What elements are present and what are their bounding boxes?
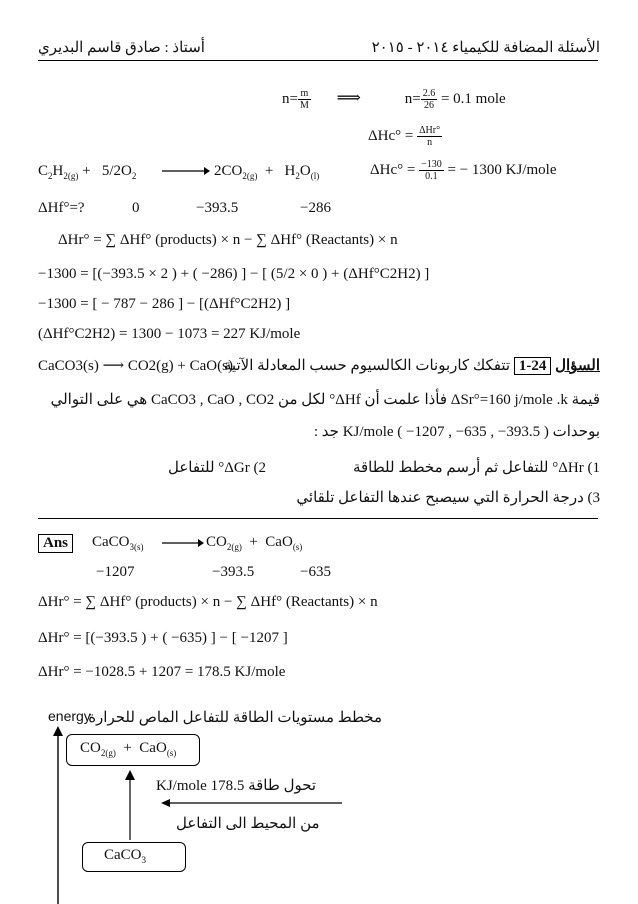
hc-calc-fraction: $\frac{-130}{0.1}$ xyxy=(421,159,442,182)
energy-axis-label: energy xyxy=(48,708,91,724)
diagram-title: مخطط مستويات الطاقة للتفاعل الماص للحرارة xyxy=(88,710,382,726)
moles-result: = 0.1 mole xyxy=(440,91,506,107)
moles-value-fraction: $\frac{2.6}{26}$ xyxy=(422,88,436,112)
answer-arrow xyxy=(160,536,204,550)
hf-label: ΔHf°=? xyxy=(38,200,85,216)
answer-calc-1: ΔHr° = [(−393.5 ) + ( −635) ] − [ −1207 ] xyxy=(38,630,288,646)
answer-value-1: −1207 xyxy=(96,564,135,580)
calc-line-1: −1300 = [(−393.5 × 2 ) + ( −286) ] − [ (5/2 × 0 ) + (ΔHf°C2H2) ] xyxy=(38,266,430,282)
section-divider xyxy=(38,518,598,519)
reaction-1-right: $2CO_{2(g)} + H_2O_{(l)}$ xyxy=(214,163,320,181)
answer-label: Ans xyxy=(38,534,73,553)
question-number: 24-1 xyxy=(514,357,552,375)
implies-symbol: ⟹ xyxy=(336,88,361,107)
header-divider xyxy=(38,60,598,61)
answer-formula: ΔHr° = ∑ ΔHf° (products) × n − ∑ ΔHf° (Reactants) × n xyxy=(38,594,378,610)
moles-equation xyxy=(282,88,506,111)
calc-line-3: (ΔHf°C2H2) = 1300 − 1073 = 227 KJ/mole xyxy=(38,326,301,342)
question-line-1 xyxy=(224,356,600,375)
moles-fraction: $\frac{m}{M}$ xyxy=(299,88,309,112)
question-item-3: 3) درجة الحرارة التي سيصبح عندها التفاعل تلقائي xyxy=(296,490,600,506)
reaction-1-left: $C_2H_{2(g)} + 5/2O_2$ xyxy=(38,163,137,181)
reaction-1-arrow xyxy=(160,164,210,178)
question-item-1: 1) ΔHr° للتفاعل ثم أرسم مخطط للطاقة xyxy=(352,460,600,476)
question-label: السؤال xyxy=(555,358,600,374)
header-teacher: أستاذ : صادق قاسم البديري xyxy=(38,40,205,56)
hr-formula-1: ΔHr° = ∑ ΔHf° (products) × n − ∑ ΔHf° (Reactants) × n xyxy=(58,232,398,248)
hf-value-3: −286 xyxy=(300,200,331,216)
answer-eq-right: $CO_{2(g)} + CaO_{(s)}$ xyxy=(206,534,303,552)
moles-lhs-2: n= xyxy=(404,91,421,107)
energy-axis xyxy=(52,724,64,904)
question-equation: CaCO3(s) ⟶ CO2(g) + CaO(s) xyxy=(38,358,233,374)
hc-calc: ΔHc° = $\frac{-130}{0.1}$ = − 1300 KJ/mole xyxy=(370,159,557,182)
question-text: تتفكك كاربونات الكالسيوم حسب المعادلة الآتية xyxy=(223,358,511,374)
surroundings-arrow xyxy=(160,797,342,809)
header-title: الأسئلة المضافة للكيمياء ٢٠١٤ - ٢٠١٥ xyxy=(371,40,600,56)
answer-value-3: −635 xyxy=(300,564,331,580)
hf-value-2: −393.5 xyxy=(196,200,239,216)
answer-calc-2: ΔHr° = −1028.5 + 1207 = 178.5 KJ/mole xyxy=(38,664,286,680)
hf-value-1: 0 xyxy=(132,200,140,216)
question-line-2: قيمة ΔSr°=160 j/mole .k فأذا علمت أن ΔHf° لكل من CaCO3 , CaO , CO2 هي على التوالي xyxy=(50,392,600,408)
moles-lhs: n= xyxy=(282,91,298,107)
energy-up-arrow xyxy=(124,768,136,840)
energy-absorbed-text: KJ/mole 178.5 تحول طاقة xyxy=(156,778,317,794)
calc-line-2: −1300 = [ − 787 − 286 ] − [(ΔHf°C2H2) ] xyxy=(38,296,291,312)
direction-text: من المحيط الى التفاعل xyxy=(176,816,320,832)
hc-definition: ΔHc° = $\frac{\text{ΔHr°}}{n}$ xyxy=(368,125,441,148)
question-line-3: بوحدات KJ/mole ( −1207 , −635 , −393.5 ) جد : xyxy=(313,424,600,440)
hc-def-fraction: $\frac{\text{ΔHr°}}{n}$ xyxy=(419,125,441,148)
products-level-label: $CO_{2(g)} + CaO_{(s)}$ xyxy=(80,740,177,758)
answer-eq-left: CaCO$_{3(s)}$ xyxy=(92,534,144,552)
question-item-2: 2) ΔGr° للتفاعل xyxy=(167,460,266,476)
answer-value-2: −393.5 xyxy=(212,564,255,580)
reactant-level-label: CaCO$_3$ xyxy=(104,847,146,865)
